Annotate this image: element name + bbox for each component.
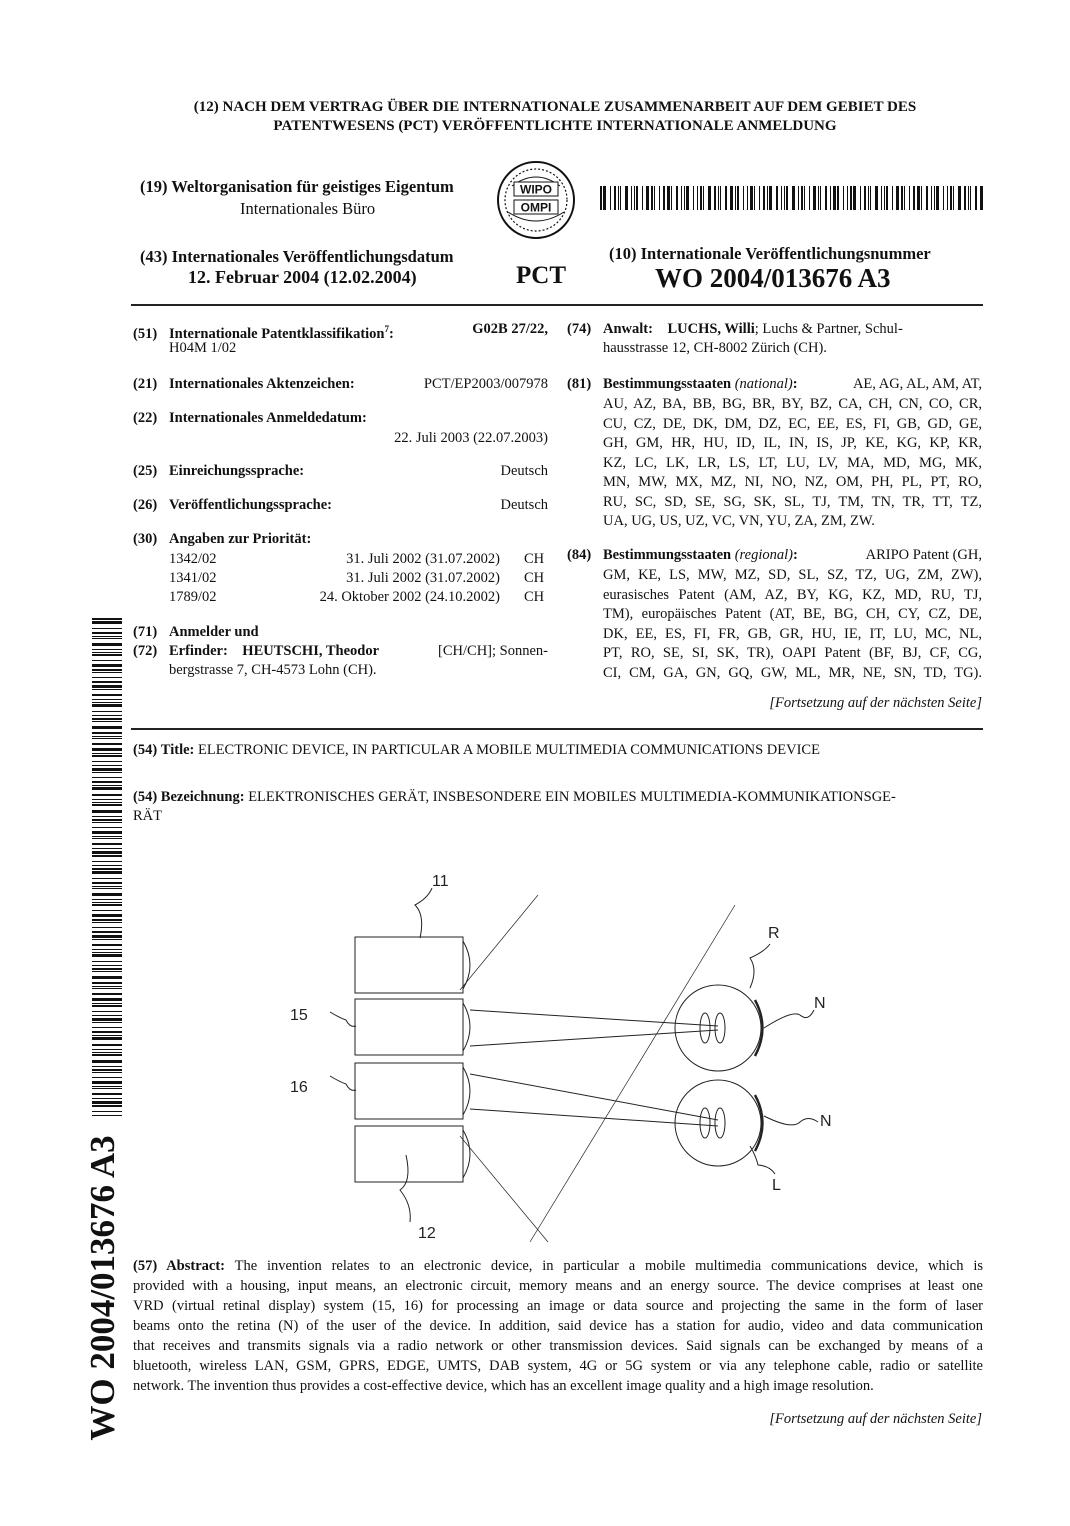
label-11: 11 xyxy=(432,873,449,890)
abstract-line: VRD (virtual retinal display) system (15, 16) for processing an image or data source and projecting the same in the form of laser xyxy=(133,1298,983,1314)
barcode-bar xyxy=(693,186,694,210)
barcode-bar xyxy=(934,186,935,210)
projector-15 xyxy=(355,999,463,1055)
barcode-bar xyxy=(92,664,122,667)
barcode-bar xyxy=(631,186,632,210)
projector-11 xyxy=(355,937,463,993)
barcode-bar xyxy=(743,186,744,210)
barcode-bar xyxy=(818,186,819,210)
priority-date: 24. Oktober 2002 (24.10.2002) xyxy=(319,589,500,605)
barcode-bar xyxy=(92,1098,122,1099)
barcode-bar xyxy=(92,1027,122,1028)
barcode-bar xyxy=(92,1072,122,1073)
field-84-line: DK, EE, ES, FI, FR, GB, GR, HU, IE, IT, LU, MC, NL, xyxy=(603,625,982,642)
field-22: (22) Internationales Anmeldedatum: xyxy=(133,410,367,426)
barcode-bar xyxy=(92,748,122,751)
barcode-bar xyxy=(92,1077,122,1078)
barcode-bar xyxy=(642,186,643,210)
priority-country: CH xyxy=(524,551,545,567)
barcode-bar xyxy=(92,836,122,837)
barcode-bar xyxy=(92,804,122,806)
barcode-bar xyxy=(92,755,122,757)
barcode-bar xyxy=(92,1015,122,1016)
barcode-bar xyxy=(92,618,122,620)
field-84-line: TM), europäisches Patent (AT, BE, BG, CH, CY, CZ, DE, xyxy=(603,606,982,622)
barcode-bar xyxy=(620,186,621,210)
barcode-bar xyxy=(92,743,122,745)
barcode-bar xyxy=(663,186,665,210)
barcode-bar xyxy=(92,1093,122,1095)
barcode-bar xyxy=(881,186,882,210)
barcode-bar xyxy=(92,632,122,634)
pubdate-label: (43) Internationales Veröffentlichungsdatum xyxy=(140,247,454,266)
barcode-bar xyxy=(754,186,755,210)
barcode-bar xyxy=(92,1018,122,1021)
barcode-bar xyxy=(875,186,878,210)
barcode-bar xyxy=(936,186,939,210)
barcode-bar xyxy=(614,186,616,210)
barcode-bar xyxy=(720,186,721,210)
barcode-bar xyxy=(92,843,122,845)
barcode-bar xyxy=(92,968,122,970)
barcode-bar xyxy=(92,1105,122,1107)
lens xyxy=(463,1130,470,1178)
barcode-bar xyxy=(750,186,753,210)
barcode-bar xyxy=(92,738,122,739)
barcode-bar xyxy=(92,794,122,796)
barcode-bar xyxy=(860,186,861,210)
barcode-bar xyxy=(964,186,966,210)
field-72: (72) Erfinder: HEUTSCHI, Theodor [CH/CH]; Sonnen- xyxy=(133,643,548,659)
abstract-line: (57) Abstract: The invention relates to an electronic device, in particular a mobile multimedia communications device, which is xyxy=(133,1258,983,1274)
field-84-line: eurasisches Patent (AM, AZ, BY, KG, KZ, MD, RU, TJ, xyxy=(603,586,982,603)
barcode-bar xyxy=(708,186,711,210)
org-name: (19) Weltorganisation für geistiges Eigentum xyxy=(140,177,454,196)
eye-right xyxy=(675,985,761,1071)
barcode-bar xyxy=(769,186,772,210)
priority-num: 1341/02 xyxy=(169,570,217,586)
barcode-bar xyxy=(953,186,954,210)
logo-text-bottom: OMPI xyxy=(520,200,552,215)
barcode-bar xyxy=(659,186,660,210)
label-15: 15 xyxy=(290,1007,308,1024)
barcode-bar xyxy=(809,186,810,210)
barcode-bar xyxy=(92,787,122,790)
label-n-upper: N xyxy=(814,995,826,1012)
header-line-1: (12) NACH DEM VERTRAG ÜBER DIE INTERNATIONALE ZUSAMMENARBEIT AUF DEM GEBIET DES xyxy=(193,99,917,115)
continued-note: [Fortsetzung auf der nächsten Seite] xyxy=(769,695,982,711)
barcode-bar xyxy=(730,186,733,210)
barcode-bar xyxy=(853,186,856,210)
abstract-line: network. The invention thus provides a cost-effective device, which has an excellent image quality and a high image resolution. xyxy=(133,1378,874,1394)
field-81-line: MN, MW, MX, MZ, NI, NO, NZ, OM, PH, PL, PT, RO, xyxy=(603,474,982,490)
barcode-bar xyxy=(92,1060,122,1063)
barcode-bar xyxy=(735,186,736,210)
barcode-bar xyxy=(92,888,122,889)
barcode-bar xyxy=(943,186,944,210)
barcode-side xyxy=(92,618,122,1118)
abstract-line: bluetooth, wireless LAN, GSM, GPRS, EDGE, UMTS, DAB system, 4G or 5G system or via any telephone cable, radio or satellite xyxy=(133,1358,983,1374)
barcode-bar xyxy=(92,781,122,783)
priority-num: 1342/02 xyxy=(169,551,217,567)
barcode-bar xyxy=(92,899,122,900)
barcode-bar xyxy=(92,621,122,624)
barcode-bar xyxy=(92,777,122,778)
barcode-bar xyxy=(92,1101,122,1104)
barcode-bar xyxy=(92,855,122,857)
field-51-cont: H04M 1/02 xyxy=(169,340,237,356)
barcode-bar xyxy=(92,718,122,720)
barcode-bar xyxy=(92,715,122,716)
barcode-bar xyxy=(904,186,905,210)
field-81-line: RU, SC, SD, SE, SG, SK, SL, TJ, TM, TN, TR, TT, TZ, xyxy=(603,493,982,510)
barcode-bar xyxy=(697,186,698,210)
barcode-bar xyxy=(725,186,727,210)
barcode-bar xyxy=(92,935,122,938)
abstract-line: beams onto the retina (N) of the user of the device. In addition, said device has a station for audio, video and data communication xyxy=(133,1318,983,1334)
barcode-bar xyxy=(92,827,122,828)
barcode-bar xyxy=(767,186,768,210)
side-publication-number: WO 2004/013676 A3 xyxy=(83,1135,122,1441)
figure-vrd xyxy=(280,860,880,1260)
barcode-bar xyxy=(92,868,122,870)
barcode-bar xyxy=(763,186,765,210)
barcode-bar xyxy=(92,643,122,646)
pct-mark: PCT xyxy=(516,262,566,289)
barcode-bar xyxy=(820,186,821,210)
barcode-bar xyxy=(718,186,719,210)
barcode-bar xyxy=(92,628,122,629)
barcode-bar xyxy=(92,1066,122,1067)
barcode-bar xyxy=(92,851,122,854)
field-81-line: CU, CZ, DE, DK, DM, DZ, EC, EE, ES, FI, GB, GD, GE, xyxy=(603,415,982,432)
barcode-bar xyxy=(92,910,122,911)
barcode-bar xyxy=(92,822,122,823)
barcode-bar xyxy=(714,186,716,210)
title-54: (54) Title: ELECTRONIC DEVICE, IN PARTICULAR A MOBILE MULTIMEDIA COMMUNICATIONS DEVICE xyxy=(133,742,820,758)
field-84-line: GM, KE, LS, MW, MZ, SD, SL, SZ, TZ, UG, ZM, ZW), xyxy=(603,567,982,583)
barcode-bar xyxy=(92,831,122,834)
barcode-bar xyxy=(610,186,611,210)
barcode-bar xyxy=(92,704,122,707)
barcode-bar xyxy=(901,186,903,210)
barcode-bar xyxy=(651,186,653,210)
barcode-bar xyxy=(92,699,122,700)
barcode-bar xyxy=(92,689,122,690)
barcode-bar xyxy=(92,810,122,813)
barcode-bar xyxy=(92,976,122,979)
barcode-bar xyxy=(92,726,122,729)
barcode-bar xyxy=(92,1044,122,1046)
barcode-bar xyxy=(92,772,122,773)
barcode-bar xyxy=(92,919,122,921)
barcode-bar xyxy=(92,702,122,703)
barcode-bar xyxy=(850,186,852,210)
field-81: (81) Bestimmungsstaaten (national): AE, AG, AL, AM, AT, xyxy=(567,376,982,392)
abstract-line: provided with a housing, input means, an electronic circuit, memory means and an energy source. The device comprises at least one xyxy=(133,1278,983,1294)
label-l: L xyxy=(772,1177,781,1194)
barcode-bar xyxy=(913,186,915,210)
barcode-bar xyxy=(92,685,122,688)
field-84: (84) Bestimmungsstaaten (regional): ARIPO Patent (GH, xyxy=(567,547,982,563)
barcode-bar xyxy=(784,186,785,210)
barcode-bar xyxy=(847,186,848,210)
wipo-logo xyxy=(496,160,576,240)
barcode-bar xyxy=(92,922,122,923)
barcode-bar xyxy=(825,186,827,210)
label-12: 12 xyxy=(418,1225,436,1242)
abstract-continued-note: [Fortsetzung auf der nächsten Seite] xyxy=(769,1411,982,1427)
barcode-bar xyxy=(92,765,122,766)
field-71: (71) Anmelder und xyxy=(133,624,259,640)
barcode-bar xyxy=(92,681,122,683)
barcode-bar xyxy=(625,186,628,210)
barcode-bar xyxy=(92,848,122,849)
rule-top xyxy=(131,304,983,306)
barcode-bar xyxy=(92,861,122,862)
field-81-line: UA, UG, US, UZ, VC, VN, YU, ZA, ZM, ZW. xyxy=(603,513,875,529)
barcode-bar xyxy=(776,186,778,210)
label-n-lower: N xyxy=(820,1113,832,1130)
field-84-line: PT, RO, SE, SI, SK, TR), OAPI Patent (BF, BJ, CF, CG, xyxy=(603,645,982,661)
barcode-bar xyxy=(92,672,122,673)
lens xyxy=(463,1067,470,1115)
barcode-bar xyxy=(92,927,122,928)
barcode-bar xyxy=(92,902,122,903)
barcode-bar xyxy=(864,186,866,210)
barcode-bar xyxy=(92,1069,122,1071)
barcode-bar xyxy=(92,652,122,653)
barcode-bar xyxy=(686,186,689,210)
barcode-bar xyxy=(947,186,948,210)
barcode-bar xyxy=(603,186,606,210)
barcode-bar xyxy=(92,965,122,966)
barcode-bar xyxy=(92,677,122,678)
field-81-line: GH, GM, HR, HU, ID, IL, IN, IS, JP, KE, KG, KP, KR, xyxy=(603,435,982,451)
eye-left xyxy=(675,1080,761,1166)
barcode-bar xyxy=(92,1088,122,1089)
barcode-bar xyxy=(92,638,122,639)
barcode-bar xyxy=(759,186,760,210)
priority-date: 31. Juli 2002 (31.07.2002) xyxy=(346,570,500,586)
barcode-bar xyxy=(618,186,619,210)
barcode-bar xyxy=(92,838,122,839)
org-office: Internationales Büro xyxy=(240,199,376,218)
barcode-bar xyxy=(92,865,122,866)
projector-16 xyxy=(355,1063,463,1119)
barcode-bar xyxy=(700,186,702,210)
barcode-bar xyxy=(92,1054,122,1056)
barcode-bar xyxy=(92,949,122,950)
barcode-bar xyxy=(684,186,685,210)
barcode-bar xyxy=(92,1086,122,1087)
barcode-bar xyxy=(868,186,869,210)
barcode-bar xyxy=(92,986,122,987)
barcode-bar xyxy=(792,186,795,210)
barcode-bar xyxy=(737,186,739,210)
barcode-bar xyxy=(833,186,836,210)
priority-country: CH xyxy=(524,589,545,605)
barcode-bar xyxy=(92,819,122,821)
barcode-bar xyxy=(909,186,910,210)
barcode-bar xyxy=(747,186,748,210)
pubnumber-value: WO 2004/013676 A3 xyxy=(655,263,891,293)
barcode-bar xyxy=(92,736,122,737)
barcode-bar xyxy=(830,186,831,210)
priority-date: 31. Juli 2002 (31.07.2002) xyxy=(346,551,500,567)
barcode-bar xyxy=(931,186,932,210)
barcode-bar xyxy=(92,998,122,1001)
field-25: (25) Einreichungssprache: Deutsch xyxy=(133,463,548,479)
field-30: (30) Angaben zur Priorität: xyxy=(133,531,312,547)
barcode-bar xyxy=(92,636,122,637)
barcode-bar xyxy=(600,186,602,210)
field-74: (74) Anwalt: LUCHS, Willi; Luchs & Partner, Schul- xyxy=(567,321,903,337)
barcode-bar xyxy=(92,1052,122,1053)
projector-12 xyxy=(355,1126,463,1182)
field-84-line: CI, CM, GA, GN, GQ, GW, ML, MR, NE, SN, TD, TG). xyxy=(603,664,982,681)
barcode-bar xyxy=(870,186,871,210)
barcode-bar xyxy=(667,186,670,210)
barcode-bar xyxy=(804,186,805,210)
barcode-bar xyxy=(92,952,122,953)
barcode-bar xyxy=(92,871,122,874)
barcode-bar xyxy=(654,186,655,210)
barcode-bar xyxy=(671,186,672,210)
barcode-bar xyxy=(801,186,803,210)
barcode-bar xyxy=(92,732,122,734)
field-21: (21) Internationales Aktenzeichen: PCT/EP2003/007978 xyxy=(133,376,548,392)
barcode-bar xyxy=(837,186,839,210)
barcode-bar xyxy=(92,1081,122,1084)
barcode-bar xyxy=(92,939,122,940)
field-22-value: 22. Juli 2003 (22.07.2003) xyxy=(394,430,548,446)
barcode-bar xyxy=(975,186,977,210)
barcode-bar xyxy=(781,186,782,210)
barcode-bar xyxy=(92,1111,122,1112)
barcode-bar xyxy=(92,914,122,917)
barcode-bar xyxy=(92,799,122,800)
barcode-bar xyxy=(681,186,682,210)
barcode-bar xyxy=(92,904,122,906)
priority-country: CH xyxy=(524,570,545,586)
barcode-bar xyxy=(813,186,816,210)
barcode-bar xyxy=(92,785,122,786)
barcode-bar xyxy=(634,186,635,210)
barcode-bar xyxy=(980,186,983,210)
barcode-bar xyxy=(884,186,885,210)
bezeichnung-54: (54) Bezeichnung: ELEKTRONISCHES GERÄT, INSBESONDERE EIN MOBILES MULTIMEDIA-KOMMUNIKATIONSGE- xyxy=(133,789,896,805)
label-16: 16 xyxy=(290,1079,308,1096)
field-81-line: KZ, LC, LK, LR, LS, LT, LU, LV, MA, MD, MG, MK, xyxy=(603,454,982,471)
barcode-bar xyxy=(92,982,122,984)
barcode-bar xyxy=(968,186,969,210)
barcode-bar xyxy=(896,186,899,210)
barcode-bar xyxy=(786,186,788,210)
barcode-bar xyxy=(92,961,122,962)
barcode-bar xyxy=(92,882,122,884)
barcode-bar xyxy=(92,669,122,671)
barcode-bar xyxy=(92,761,122,762)
barcode-bar xyxy=(92,893,122,896)
barcode-bar xyxy=(958,186,961,210)
pubnumber-label: (10) Internationale Veröffentlichungsnummer xyxy=(609,244,931,263)
priority-num: 1789/02 xyxy=(169,589,217,605)
barcode-bar xyxy=(843,186,844,210)
barcode-top xyxy=(600,186,983,210)
barcode-bar xyxy=(92,971,122,972)
logo-text-top: WIPO xyxy=(520,182,552,197)
barcode-bar xyxy=(92,1037,122,1040)
barcode-bar xyxy=(92,721,122,722)
barcode-bar xyxy=(92,878,122,879)
field-74-cont: hausstrasse 12, CH-8002 Zürich (CH). xyxy=(603,340,827,356)
barcode-bar xyxy=(92,660,122,661)
field-72-cont: bergstrasse 7, CH-4573 Lohn (CH). xyxy=(169,662,377,678)
barcode-bar xyxy=(92,1031,122,1033)
barcode-bar xyxy=(92,886,122,887)
barcode-bar xyxy=(886,186,888,210)
field-26: (26) Veröffentlichungssprache: Deutsch xyxy=(133,497,548,513)
barcode-bar xyxy=(92,1035,122,1036)
pubdate-value: 12. Februar 2004 (12.02.2004) xyxy=(188,267,417,287)
barcode-bar xyxy=(92,988,122,989)
bezeichnung-54-cont: RÄT xyxy=(133,808,162,824)
barcode-bar xyxy=(92,768,122,771)
barcode-bar xyxy=(92,654,122,656)
barcode-bar xyxy=(892,186,893,210)
barcode-bar xyxy=(646,186,649,210)
barcode-bar xyxy=(92,649,122,650)
barcode-bar xyxy=(676,186,678,210)
barcode-bar xyxy=(92,1011,122,1012)
lens xyxy=(463,1003,470,1051)
barcode-bar xyxy=(92,753,122,754)
barcode-bar xyxy=(917,186,920,210)
barcode-bar xyxy=(92,1049,122,1050)
rule-middle xyxy=(131,728,983,730)
barcode-bar xyxy=(950,186,952,210)
barcode-bar xyxy=(92,993,122,995)
barcode-bar xyxy=(92,931,122,933)
barcode-bar xyxy=(636,186,638,210)
barcode-bar xyxy=(92,694,122,696)
barcode-bar xyxy=(92,816,122,817)
barcode-bar xyxy=(92,954,122,957)
barcode-bar xyxy=(92,802,122,803)
barcode-bar xyxy=(703,186,704,210)
barcode-bar xyxy=(970,186,971,210)
field-51: (51) Internationale Patentklassifikation$^7$: G02B 27/22, xyxy=(133,321,548,342)
field-81-line: AU, AZ, BA, BB, BG, BR, BY, BZ, CA, CH, CN, CO, CR, xyxy=(603,396,982,412)
barcode-bar xyxy=(92,944,122,946)
barcode-bar xyxy=(92,1005,122,1007)
label-r: R xyxy=(768,925,780,942)
barcode-bar xyxy=(926,186,928,210)
barcode-bar xyxy=(92,1022,122,1023)
barcode-bar xyxy=(92,711,122,712)
barcode-bar xyxy=(921,186,922,210)
barcode-bar xyxy=(92,1003,122,1004)
abstract-line: that receives and transmits signals via a radio network or other transmission devices. Said signals can be exchanged by means of a xyxy=(133,1338,983,1354)
header-line-2: PATENTWESENS (PCT) VERÖFFENTLICHTE INTERNATIONALE ANMELDUNG xyxy=(273,118,837,134)
barcode-bar xyxy=(798,186,799,210)
